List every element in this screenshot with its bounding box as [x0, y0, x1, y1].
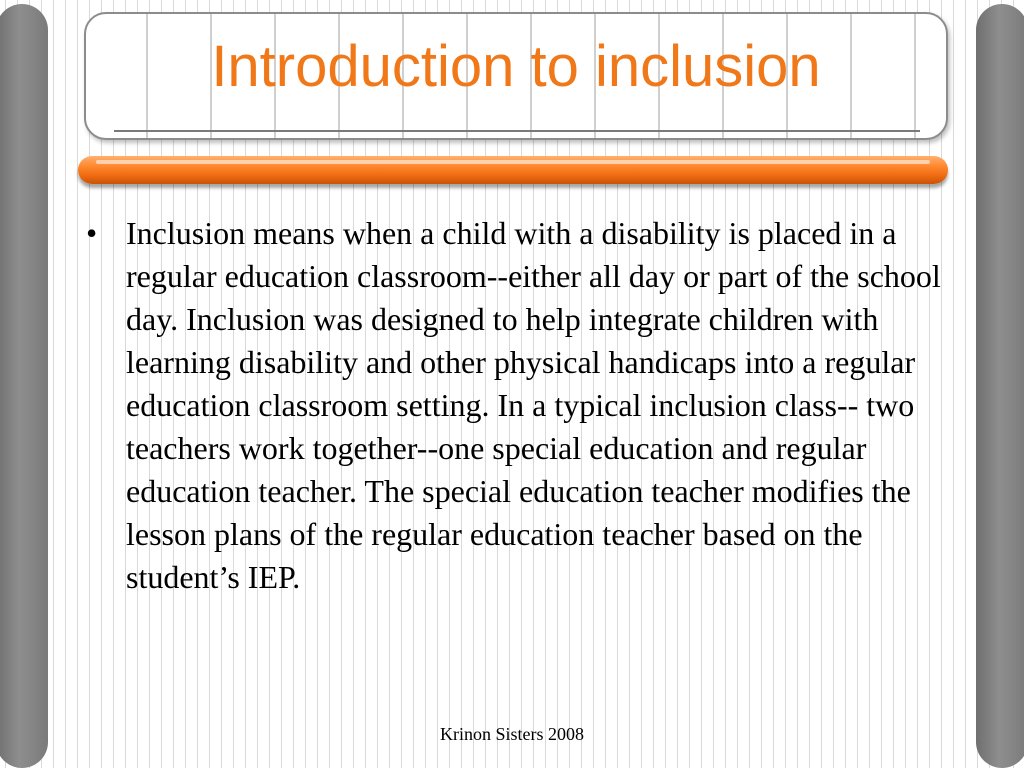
- bullet-icon: •: [86, 215, 98, 251]
- bullet-text: Inclusion means when a child with a disability is placed in a regular education classroom--either all day or part of the school day. Inclusion was designed to help integrate children with learning disability and other physical handicaps into a regular education classroom setting. In a typical inclusion class-- two teachers work together--one special education and regular education teacher. The special education teacher modifies the lesson plans of the regular education teacher based on the student’s IEP.: [126, 215, 941, 595]
- slide-footer: Krinon Sisters 2008: [440, 724, 584, 744]
- accent-bar-highlight: [96, 160, 930, 164]
- orange-accent-bar: [78, 156, 948, 184]
- left-decorative-bar: [0, 4, 48, 768]
- title-underline: [114, 130, 920, 132]
- bullet-list: [86, 212, 946, 599]
- slide-title: Introduction to inclusion: [211, 34, 821, 99]
- right-decorative-bar: [976, 4, 1024, 768]
- bullet-item: [86, 212, 946, 599]
- title-frame: [84, 12, 948, 140]
